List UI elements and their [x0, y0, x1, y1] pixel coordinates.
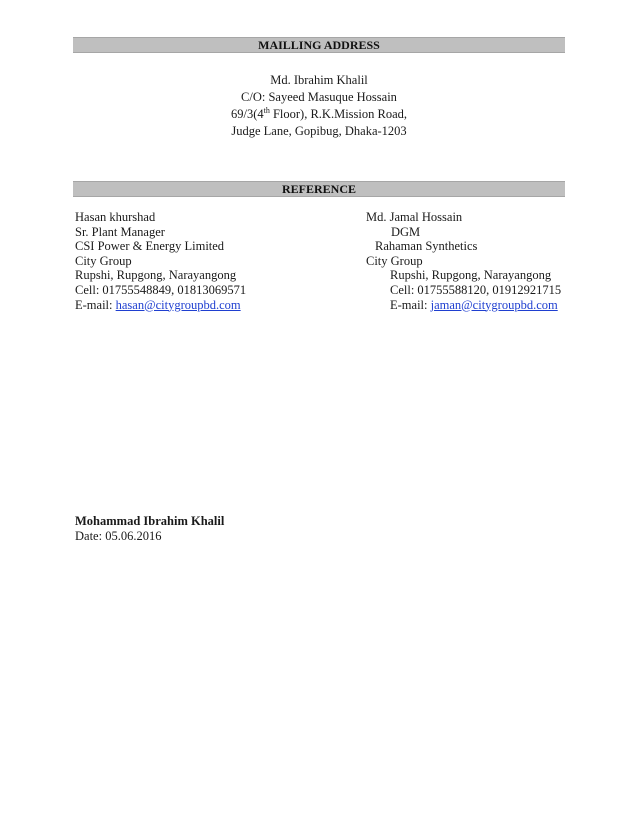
ref-right-group: City Group: [366, 253, 423, 268]
signature-date: Date: 05.06.2016: [75, 529, 162, 543]
reference-heading: REFERENCE: [73, 181, 565, 197]
reference-right: [366, 210, 561, 312]
mailing-address-heading: MAILLING ADDRESS: [73, 37, 565, 53]
address-floor-suffix: th: [263, 105, 270, 115]
ref-left-email-line: [75, 298, 246, 313]
address-city: Judge Lane, Gopibug, Dhaka-1203: [231, 124, 407, 138]
ref-right-title: DGM: [391, 224, 421, 239]
ref-left-email-label: E-mail:: [75, 297, 116, 312]
ref-right-address: Rupshi, Rupgong, Narayangong: [390, 268, 552, 283]
address-street-rest: Floor), R.K.Mission Road,: [269, 107, 408, 121]
ref-left-email-link[interactable]: hasan@citygroupbd.com: [115, 297, 241, 312]
ref-right-company: Rahaman Synthetics: [375, 239, 478, 254]
address-name: Md. Ibrahim Khalil: [270, 73, 368, 87]
ref-left-cell: Cell: 01755548849, 01813069571: [75, 282, 247, 297]
reference-left: [75, 210, 246, 312]
ref-right-cell: Cell: 01755588120, 01912921715: [390, 282, 562, 297]
address-street: [0, 106, 638, 123]
ref-right-email-link[interactable]: jaman@citygroupbd.com: [430, 297, 558, 312]
signature-name: Mohammad Ibrahim Khalil: [75, 514, 225, 528]
address-number: 69/3(4: [230, 107, 264, 121]
ref-left-title: Sr. Plant Manager: [75, 224, 165, 239]
ref-right-name: Md. Jamal Hossain: [366, 210, 463, 224]
mailing-address-block: [0, 72, 638, 140]
ref-left-company: CSI Power & Energy Limited: [75, 239, 225, 254]
address-care-of: C/O: Sayeed Masuque Hossain: [241, 90, 397, 104]
ref-right-email-label: E-mail:: [390, 297, 431, 312]
ref-right-email-line: [366, 298, 561, 313]
signature-block: [75, 514, 224, 544]
ref-left-address: Rupshi, Rupgong, Narayangong: [75, 268, 237, 283]
ref-left-group: City Group: [75, 253, 132, 268]
ref-left-name: Hasan khurshad: [75, 210, 156, 224]
